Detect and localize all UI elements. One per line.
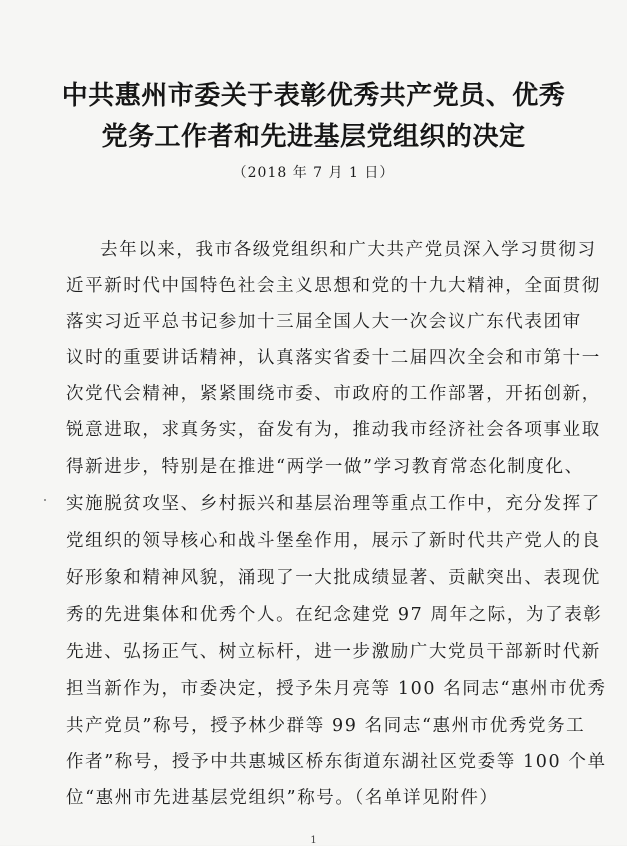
body-line: 次党代会精神，紧紧围绕市委、市政府的工作部署，开拓创新，	[66, 384, 601, 404]
body-line: 先进、弘扬正气、树立标杆，进一步激励广大党员干部新时代新	[66, 642, 601, 662]
body-line: 去年以来，我市各级党组织和广大共产党员深入学习贯彻习	[100, 240, 597, 260]
body-line: 得新进步，特别是在推进“两学一做”学习教育常态化制度化、	[66, 457, 584, 477]
body-line: 共产党员”称号，授予林少群等 99 名同志“惠州市优秀党务工	[66, 716, 586, 736]
body-line: 锐意进取，求真务实，奋发有为，推动我市经济社会各项事业取	[66, 420, 601, 440]
document-title-line-2: 党务工作者和先进基层党组织的决定	[101, 122, 526, 152]
document-title-line-1: 中共惠州市委关于表彰优秀共产党员、优秀	[61, 81, 566, 111]
body-line: 落实习近平总书记参加十三届全国人大一次会议广东代表团审	[66, 312, 582, 332]
body-line: 党组织的领导核心和战斗堡垒作用，展示了新时代共产党人的良	[66, 531, 601, 551]
body-line: 议时的重要讲话精神，认真落实省委十二届四次全会和市第十一	[66, 348, 601, 368]
body-line: 作者”称号，授予中共惠城区桥东街道东湖社区党委等 100 个单	[66, 752, 607, 772]
body-line: 秀的先进集体和优秀个人。在纪念建党 97 周年之际，为了表彰	[66, 605, 603, 625]
document-date: （2018 年 7 月 1 日）	[232, 165, 395, 181]
body-line: 实施脱贫攻坚、乡村振兴和基层治理等重点工作中，充分发挥了	[66, 494, 601, 514]
scan-speck	[44, 499, 46, 501]
page-number: 1	[310, 835, 317, 846]
body-line: 位“惠州市先进基层党组织”称号。（名单详见附件）	[66, 788, 499, 808]
body-line: 担当新作为，市委决定，授予朱月亮等 100 名同志“惠州市优秀	[66, 679, 607, 699]
body-line: 好形象和精神风貌，涌现了一大批成绩显著、贡献突出、表现优	[66, 568, 601, 588]
body-line: 近平新时代中国特色社会主义思想和党的十九大精神，全面贯彻	[66, 276, 601, 296]
